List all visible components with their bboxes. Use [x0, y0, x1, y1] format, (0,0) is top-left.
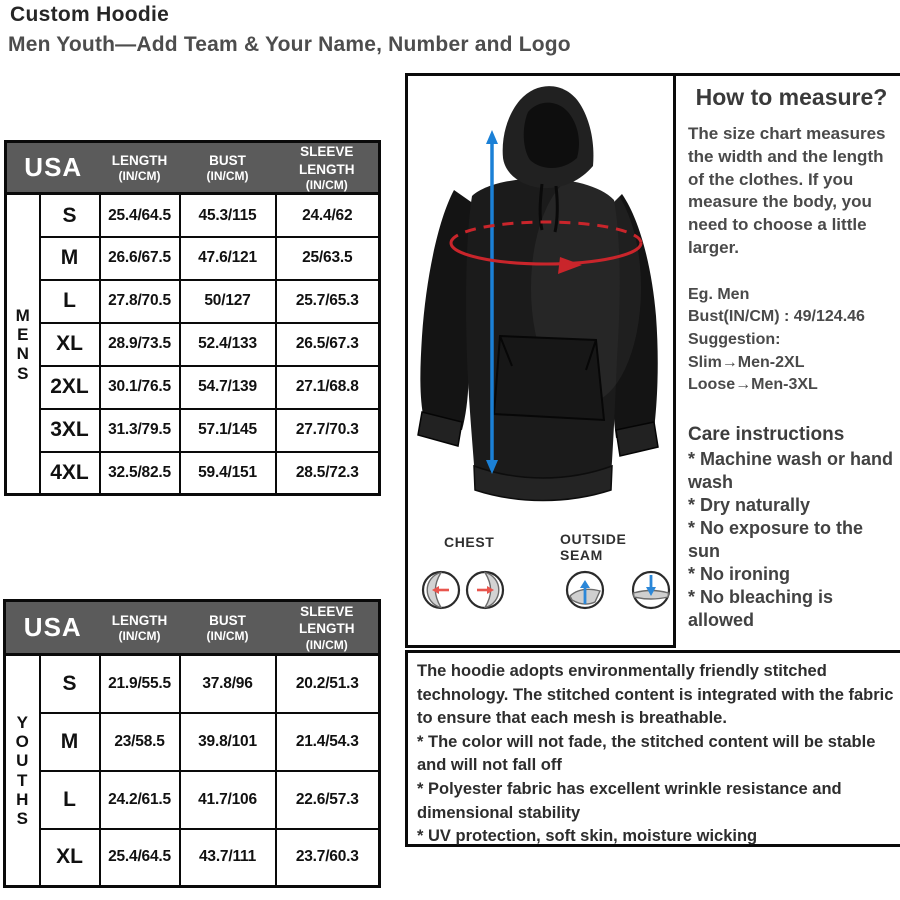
- value-cell: 23.7/60.3: [276, 829, 380, 887]
- size-row: [5, 713, 380, 771]
- size-cell: S: [40, 194, 100, 237]
- col-header-usa: [6, 142, 100, 194]
- size-row: [6, 366, 380, 409]
- value-cell: 25.7/65.3: [276, 280, 380, 323]
- description-paragraph: * UV protection, soft skin, moisture wicking: [417, 827, 758, 846]
- size-row: [5, 829, 380, 887]
- value-cell: 27.1/68.8: [276, 366, 380, 409]
- value-cell: 31.3/79.5: [100, 409, 180, 452]
- col-header-bust: BUST (IN/CM): [180, 142, 276, 194]
- col-header-sleeve: SLEEVE LENGTH (IN/CM): [276, 601, 380, 655]
- description-paragraph: * The color will not fade, the stitched content will be stable and will not fall off: [417, 732, 876, 775]
- top-divider-line: [676, 73, 900, 76]
- measure-arrow-up-icon: [564, 569, 606, 611]
- measure-arrow-left-icon: [420, 569, 462, 611]
- value-cell: 59.4/151: [180, 452, 276, 495]
- example-line: Loose→Men-3XL: [688, 376, 818, 394]
- size-cell: M: [40, 237, 100, 280]
- value-cell: 32.5/82.5: [100, 452, 180, 495]
- outside-seam-label: OUTSIDE SEAM: [560, 531, 627, 563]
- how-to-measure-section: [688, 84, 895, 632]
- value-cell: 54.7/139: [180, 366, 276, 409]
- col-header-usa: [5, 601, 100, 655]
- size-cell: L: [40, 771, 100, 829]
- example-line: Suggestion:: [688, 331, 781, 349]
- value-cell: 24.2/61.5: [100, 771, 180, 829]
- size-cell: 2XL: [40, 366, 100, 409]
- value-cell: 50/127: [180, 280, 276, 323]
- value-cell: 20.2/51.3: [276, 655, 380, 713]
- size-cell: S: [40, 655, 100, 713]
- usa-header-label: USA: [24, 152, 83, 183]
- size-row: [6, 237, 380, 280]
- value-cell: 43.7/111: [180, 829, 276, 887]
- value-cell: 22.6/57.3: [276, 771, 380, 829]
- value-cell: 25/63.5: [276, 237, 380, 280]
- care-item: * No ironing: [688, 564, 790, 585]
- measure-arrow-down-icon: [630, 569, 672, 611]
- fabric-description-box: [405, 650, 900, 847]
- value-cell: 27.8/70.5: [100, 280, 180, 323]
- usa-header-label: USA: [23, 612, 82, 642]
- value-cell: 39.8/101: [180, 713, 276, 771]
- value-cell: 21.4/54.3: [276, 713, 380, 771]
- description-paragraph: The hoodie adopts environmentally friendly stitched technology. The stitched content is integrated with the fabric to ensure that each mesh is breathable.: [417, 662, 894, 728]
- value-cell: 41.7/106: [180, 771, 276, 829]
- size-row: [6, 452, 380, 495]
- group-label-youths: Y O U T H S: [5, 655, 40, 887]
- example-line: Eg. Men: [688, 285, 750, 303]
- care-instructions-section: [688, 424, 895, 632]
- example-line: Bust(IN/CM) : 49/124.46: [688, 308, 865, 326]
- mens-table-body: [6, 194, 380, 495]
- value-cell: 25.4/64.5: [100, 829, 180, 887]
- youths-size-table: [3, 599, 381, 888]
- value-cell: 28.5/72.3: [276, 452, 380, 495]
- size-row: [6, 280, 380, 323]
- value-cell: 45.3/115: [180, 194, 276, 237]
- value-cell: 37.8/96: [180, 655, 276, 713]
- group-label-mens: M E N S: [6, 194, 40, 495]
- care-item: * Machine wash or hand wash: [688, 449, 894, 493]
- how-to-measure-body: The size chart measures the width and the length of the clothes. If you measure the body, you need to choose a little larger.: [688, 124, 886, 257]
- description-paragraph: * Polyester fabric has excellent wrinkle resistance and dimensional stability: [417, 779, 842, 822]
- value-cell: 28.9/73.5: [100, 323, 180, 366]
- value-cell: 26.5/67.3: [276, 323, 380, 366]
- chest-label: CHEST: [444, 534, 495, 550]
- care-item: * Dry naturally: [688, 495, 811, 516]
- value-cell: 27.7/70.3: [276, 409, 380, 452]
- size-cell: M: [40, 713, 100, 771]
- size-cell: XL: [40, 323, 100, 366]
- value-cell: 24.4/62: [276, 194, 380, 237]
- size-row: [5, 655, 380, 713]
- how-to-measure-heading: How to measure?: [695, 84, 888, 110]
- value-cell: 25.4/64.5: [100, 194, 180, 237]
- value-cell: 52.4/133: [180, 323, 276, 366]
- hoodie-diagram-box: [405, 73, 676, 648]
- value-cell: 23/58.5: [100, 713, 180, 771]
- size-row: [6, 409, 380, 452]
- value-cell: 30.1/76.5: [100, 366, 180, 409]
- value-cell: 26.6/67.5: [100, 237, 180, 280]
- hoodie-measure-illustration: [408, 78, 673, 528]
- col-header-sleeve: SLEEVE LENGTH (IN/CM): [276, 142, 380, 194]
- size-cell: XL: [40, 829, 100, 887]
- size-cell: L: [40, 280, 100, 323]
- value-cell: 57.1/145: [180, 409, 276, 452]
- size-row: [6, 194, 380, 237]
- size-row: [5, 771, 380, 829]
- page-subtitle: Men Youth—Add Team & Your Name, Number and Logo: [8, 33, 571, 56]
- care-item: * No bleaching is allowed: [688, 587, 834, 631]
- measure-arrow-right-icon: [464, 569, 506, 611]
- col-header-bust: BUST (IN/CM): [180, 601, 276, 655]
- page-title: Custom Hoodie: [10, 3, 170, 26]
- mens-size-table: [4, 140, 381, 496]
- youths-header-row: [5, 601, 380, 655]
- col-header-length: LENGTH (IN/CM): [100, 601, 180, 655]
- mens-header-row: [6, 142, 380, 194]
- col-header-length: LENGTH (IN/CM): [100, 142, 180, 194]
- size-example-block: [688, 284, 895, 398]
- size-row: [6, 323, 380, 366]
- value-cell: 21.9/55.5: [100, 655, 180, 713]
- size-cell: 3XL: [40, 409, 100, 452]
- care-instructions-heading: Care instructions: [688, 424, 845, 446]
- care-item: * No exposure to the sun: [688, 518, 864, 562]
- size-cell: 4XL: [40, 452, 100, 495]
- youths-table-body: [5, 655, 380, 887]
- example-line: Slim→Men-2XL: [688, 353, 805, 371]
- value-cell: 47.6/121: [180, 237, 276, 280]
